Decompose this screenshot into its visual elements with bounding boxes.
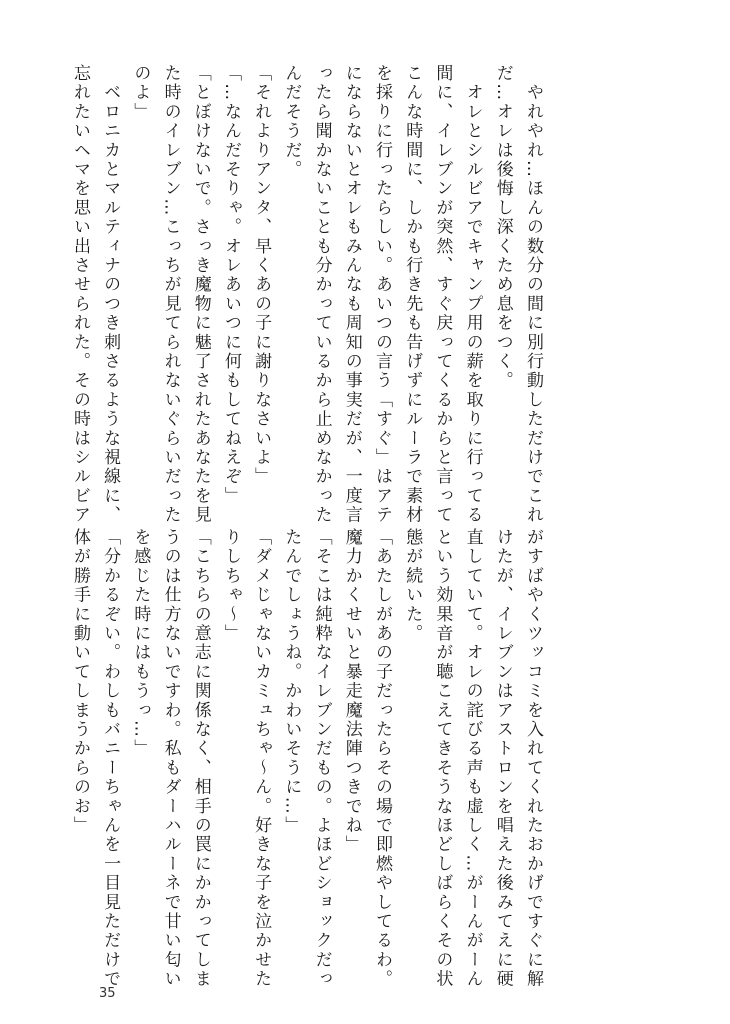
text-column: うのは仕方ないですわ。私もダーハルーネで甘い匂い (160, 528, 181, 989)
text-column: 間に、イレブンが突然、すぐ戻ってくるからと言って (432, 64, 453, 525)
text-column: ベロニカとマルティナのつき刺さるような視線に、 (100, 64, 121, 525)
text-column: という効果音が聴こえてきそうなほどしばらくその状 (432, 528, 453, 989)
text-column: のよ」 (130, 64, 151, 122)
text-column: んだそうだ。 (281, 64, 302, 180)
text-column: やれやれ…ほんの数分の間に別行動しただけでこれ (523, 64, 543, 525)
text-column: 「ダメじゃないカミュちゃ～ん。好きな子を泣かせた (251, 528, 272, 989)
text-column: けたが、イレブンはアストロンを唱えた後みてえに硬 (492, 528, 513, 989)
text-column: 態が続いた。 (402, 528, 423, 644)
text-column: た時のイレブン…こっちが見てられないぐらいだった (160, 64, 181, 525)
text-column: がすばやくツッコミを入れてくれたおかげですぐに解 (523, 528, 543, 989)
text-column: 「とぼけないで。さっき魔物に魅了されたあなたを見 (190, 64, 211, 525)
text-column: を感じた時にはもうっ…」 (130, 528, 151, 759)
text-column: 「分かるぞい。わしもバニーちゃんを一目見ただけで (100, 528, 121, 989)
text-column: りしちゃ～」 (220, 528, 241, 644)
text-column: 直していて。オレの詫びる声も虚しく…がーんがーん (462, 528, 483, 989)
text-column: ったら聞かないことも分かっているから止めなかった (311, 64, 332, 525)
text-block-top (65, 64, 548, 525)
text-column: 忘れたいヘマを思い出させられた。その時はシルビア (69, 64, 90, 525)
text-column: だ…オレは後悔し深くため息をつく。 (492, 64, 513, 391)
text-column: たんでしょうね。かわいそうに…」 (281, 528, 302, 836)
text-column: オレとシルビアでキャンプ用の薪を取りに行ってる (462, 64, 483, 525)
text-column: 「そこは純粋なイレブンだもの。よほどショックだっ (311, 528, 332, 989)
text-column: 「…なんだそりゃ。オレあいつに何もしてねえぞ」 (220, 64, 241, 506)
text-column: 「こちらの意志に関係なく、相手の罠にかかってしま (190, 528, 211, 989)
text-column: 「あたしがあの子だったらその場で即燃やしてるわ。 (371, 528, 392, 989)
text-column: 「それよりアンタ、早くあの子に謝りなさいよ」 (251, 64, 272, 487)
text-column: 体が勝手に動いてしまうからのお」 (69, 528, 90, 836)
page-number: 35 (99, 986, 116, 1001)
text-block-bottom (65, 528, 548, 989)
text-column: にならないとオレもみんなも周知の事実だが、一度言 (341, 64, 362, 525)
text-column: こんな時間に、しかも行き先も告げずにルーラで素材 (402, 64, 423, 525)
text-column: 魔力かくせいと暴走魔法陣つきでね」 (341, 528, 362, 855)
text-column: を採りに行ったらしい。あいつの言う「すぐ」はアテ (371, 64, 392, 525)
